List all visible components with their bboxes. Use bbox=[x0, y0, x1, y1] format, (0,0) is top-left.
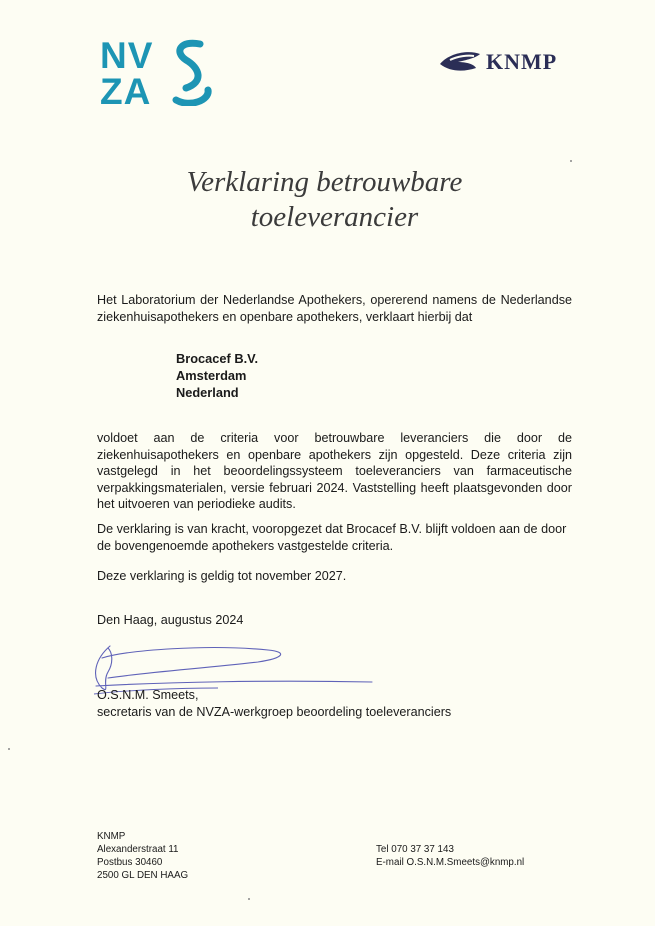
knmp-logo-text: KNMP bbox=[486, 49, 558, 74]
nvza-logo bbox=[100, 38, 212, 106]
scan-speck bbox=[248, 898, 250, 900]
signer-name: O.S.N.M. Smeets, bbox=[97, 688, 199, 702]
footer-email: E-mail O.S.N.M.Smeets@knmp.nl bbox=[376, 857, 525, 868]
valid-until-paragraph: Deze verklaring is geldig tot november 2027. bbox=[97, 569, 347, 583]
nvza-swirl-icon bbox=[176, 43, 208, 103]
footer-postal-city: 2500 GL DEN HAAG bbox=[97, 870, 189, 881]
place-date: Den Haag, augustus 2024 bbox=[97, 613, 244, 627]
validity-paragraph: De verklaring is van kracht, vooropgezet dat Brocacef B.V. blijft voldoen aan de door de bovengenoemde apothekers vastgestelde criteria. bbox=[97, 522, 567, 553]
scan-speck bbox=[570, 160, 572, 162]
scan-speck bbox=[8, 748, 10, 750]
footer-contact bbox=[376, 843, 524, 869]
footer-tel: Tel 070 37 37 143 bbox=[376, 844, 454, 855]
intro-paragraph: Het Laboratorium der Nederlandse Apothekers, opererend namens de Nederlandse ziekenhuisapothekers en openbare apothekers, verklaart hierbij dat bbox=[97, 293, 572, 324]
footer-pobox: Postbus 30460 bbox=[97, 857, 163, 868]
footer-address bbox=[97, 830, 188, 882]
nvza-logo-line1: NV bbox=[100, 38, 154, 76]
footer-org: KNMP bbox=[97, 831, 126, 842]
nvza-logo-line2: ZA bbox=[100, 71, 152, 106]
criteria-paragraph: voldoet aan de criteria voor betrouwbare leveranciers die door de ziekenhuisapothekers en openbare apothekers zijn opgesteld. Deze criteria zijn vastgelegd in het beoordelingssysteem toeleveranciers van farmaceutische verpakkingsmaterialen, versie februari 2024. Vaststelling heeft plaatsgevonden door het uitvoeren van periodieke audits. bbox=[97, 431, 572, 511]
document-title-line1: Verklaring betrouwbare bbox=[186, 166, 463, 198]
recipient-city: Amsterdam bbox=[176, 368, 247, 384]
footer-street: Alexanderstraat 11 bbox=[97, 844, 179, 855]
recipient-address bbox=[176, 350, 258, 402]
signer-role: secretaris van de NVZA-werkgroep beoordeling toeleveranciers bbox=[97, 705, 452, 719]
recipient-country: Nederland bbox=[176, 385, 239, 401]
document-title-line2: toeleverancier bbox=[250, 201, 419, 233]
recipient-name: Brocacef B.V. bbox=[176, 351, 259, 366]
